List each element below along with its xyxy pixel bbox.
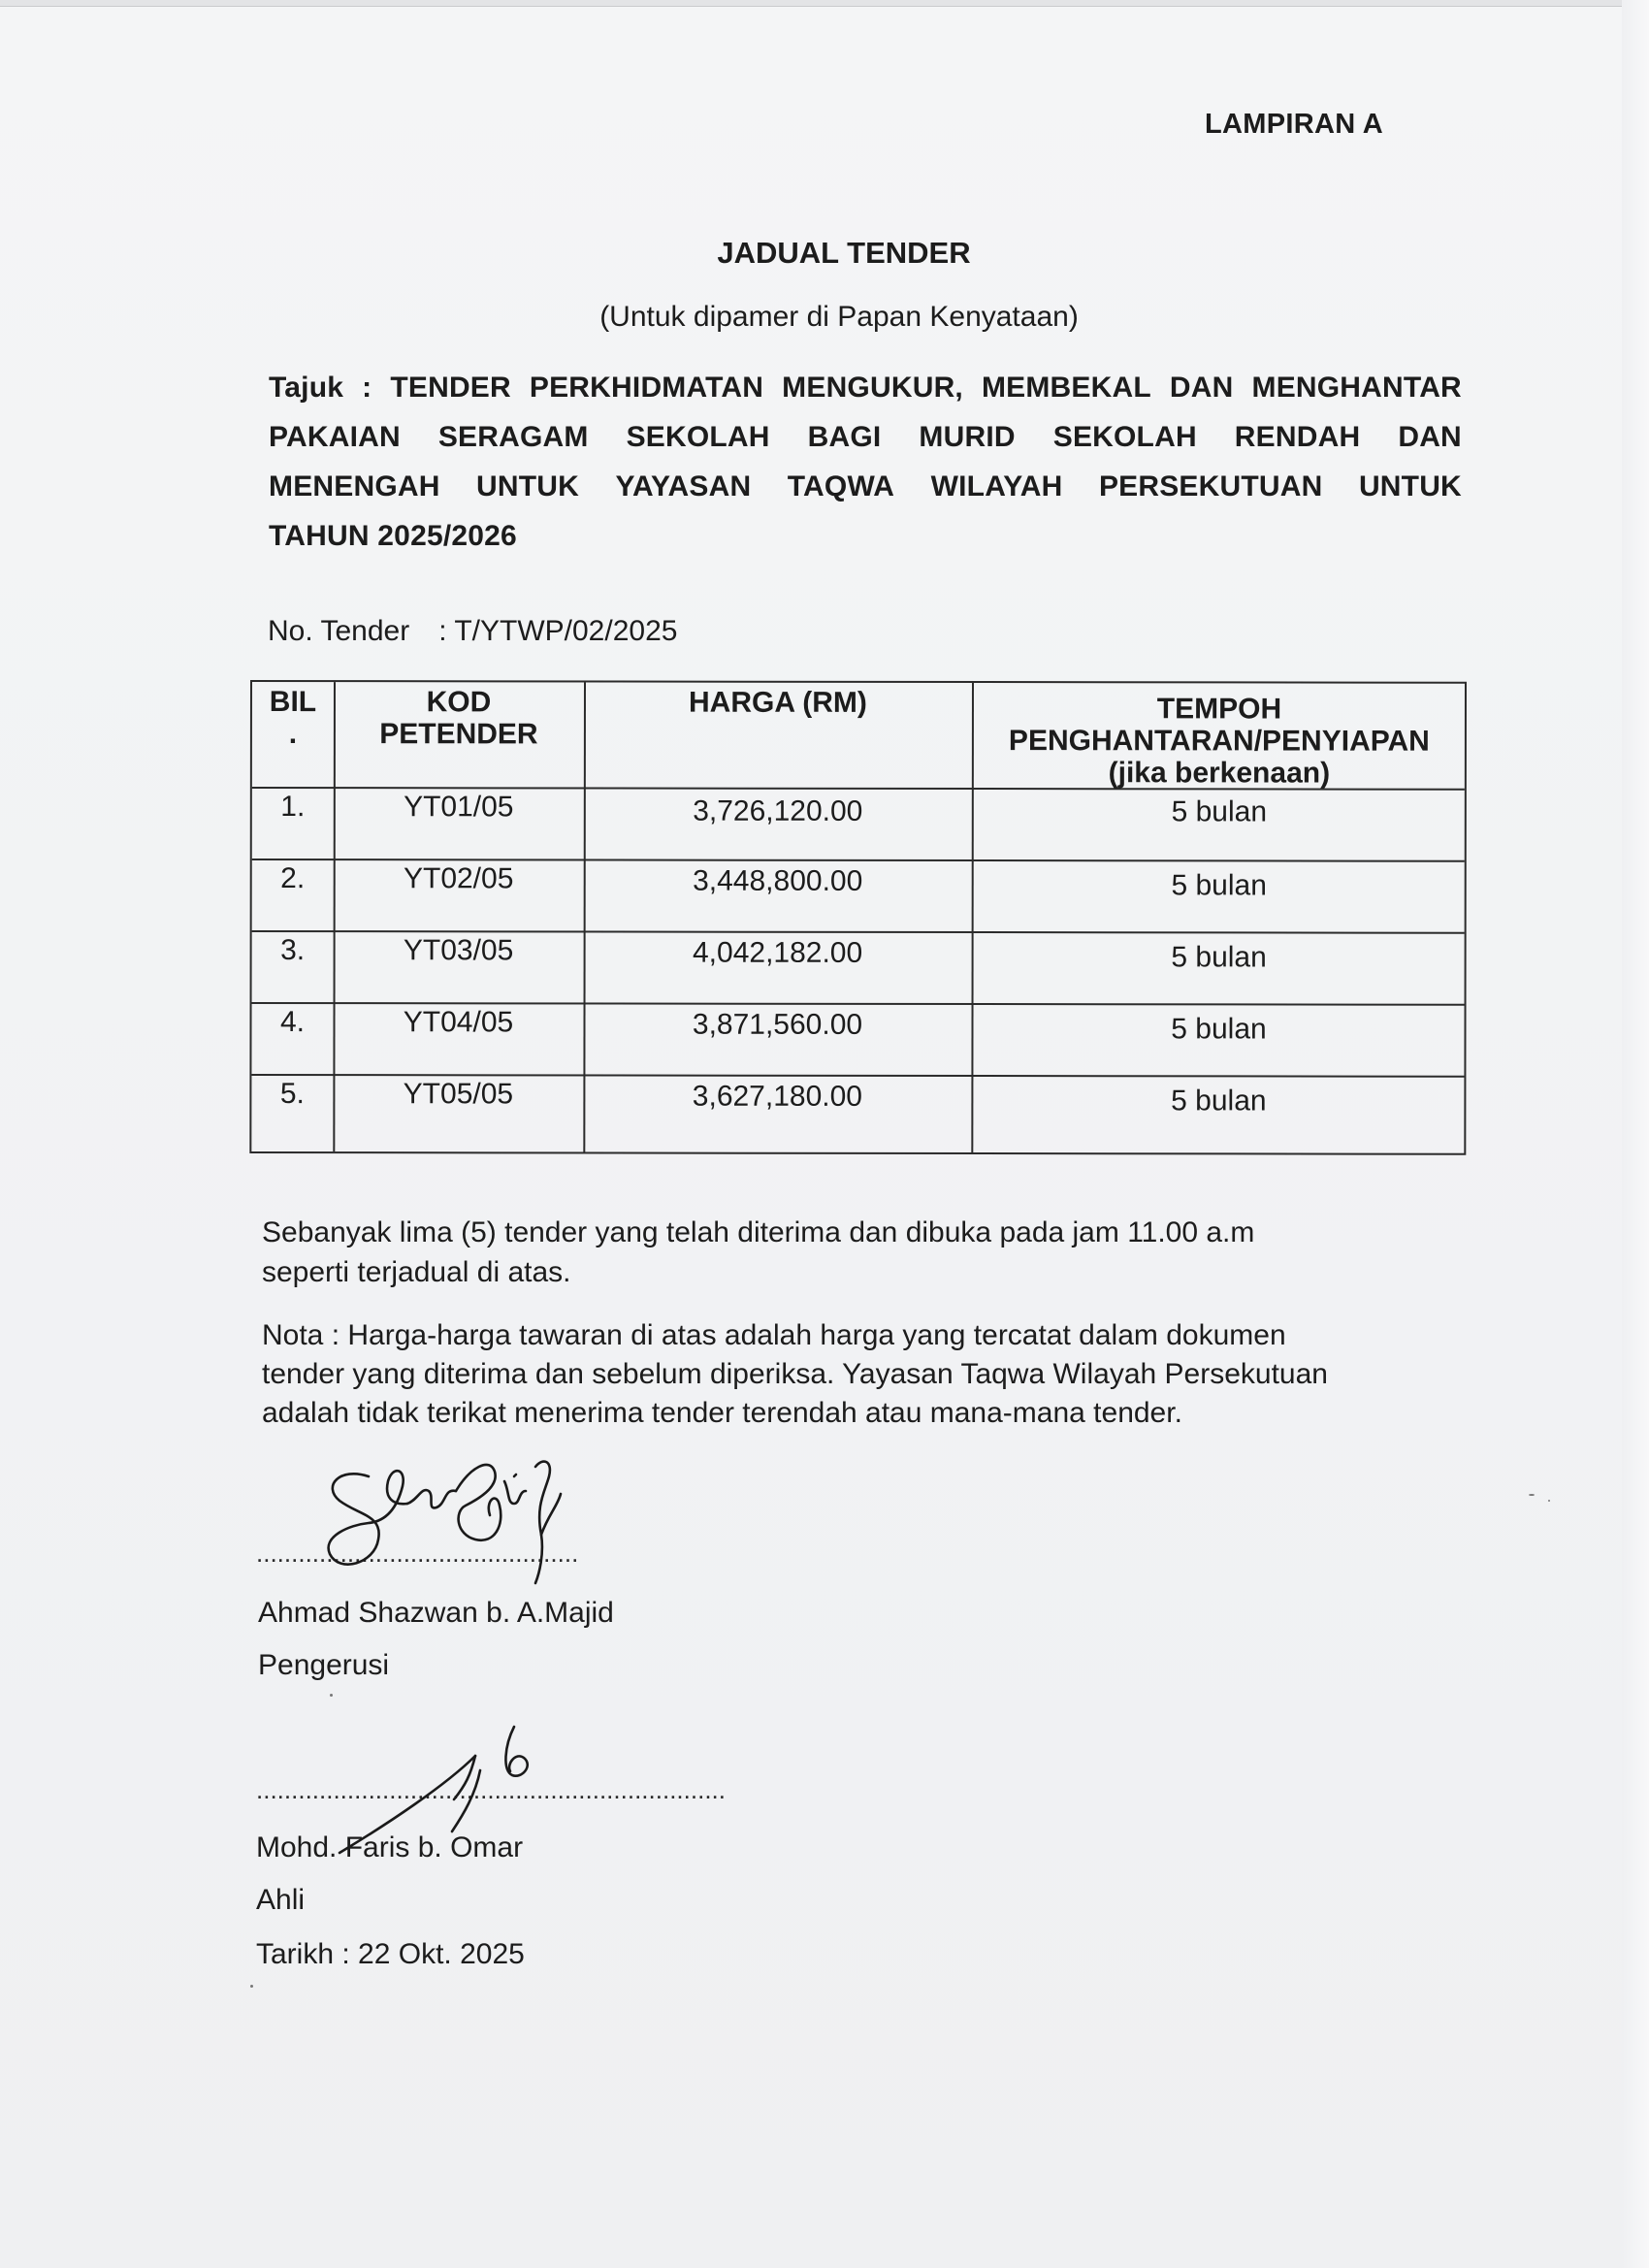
- member-name: Mohd. Faris b. Omar: [256, 1831, 524, 1863]
- header-tempoh-line-2: PENGHANTARAN/PENYIAPAN: [1008, 725, 1430, 758]
- subject-word: Tajuk: [269, 372, 344, 404]
- row-2-kod: YT02/05: [403, 862, 514, 895]
- subject-word: SEKOLAH: [1052, 421, 1197, 453]
- row-5-bil: 5.: [279, 1078, 305, 1111]
- page-top-edge: [0, 0, 1649, 7]
- row-4-bil: 4.: [279, 1006, 306, 1039]
- row-3-bil: 3.: [280, 934, 306, 967]
- tender-subject: [269, 363, 1462, 561]
- header-bil: [252, 686, 334, 750]
- subject-word: :: [362, 372, 372, 404]
- subject-word: TENDER: [390, 372, 511, 404]
- subject-word: MURID: [919, 421, 1016, 453]
- paper-speck: [1529, 1494, 1535, 1496]
- appendix-label: LAMPIRAN A: [1205, 109, 1383, 140]
- page-right-edge: [1622, 0, 1649, 2268]
- row-1-kod: YT01/05: [404, 791, 514, 824]
- tender-number-label: No. Tender: [268, 615, 410, 647]
- table-row-divider: [251, 1074, 1464, 1078]
- subject-word: MENGHANTAR: [1251, 372, 1462, 404]
- subject-word: PERKHIDMATAN: [529, 372, 764, 404]
- row-1-bil: 1.: [280, 791, 306, 824]
- subject-word: PAKAIAN: [269, 421, 401, 453]
- row-5-harga: 3,627,180.00: [692, 1080, 863, 1113]
- note-line-2: tender yang diterima dan sebelum diperiksa. Yayasan Taqwa Wilayah Persekutuan: [262, 1358, 1328, 1390]
- header-tempoh-line-3: (jika berkenaan): [1108, 757, 1331, 790]
- tender-number: [268, 615, 677, 648]
- subject-word: UNTUK: [1358, 470, 1462, 502]
- header-tempoh-line-1: TEMPOH: [1156, 693, 1282, 726]
- subject-word: WILAYAH: [930, 470, 1063, 502]
- tender-number-value: : T/YTWP/02/2025: [438, 615, 678, 647]
- header-kod-petender: [334, 686, 584, 750]
- note-paragraph: [262, 1316, 1426, 1433]
- paper-speck: [1548, 1500, 1550, 1502]
- subject-word: MENENGAH: [269, 470, 440, 502]
- subject-word: TAQWA: [787, 470, 895, 502]
- row-2-tempoh: 5 bulan: [1171, 869, 1267, 902]
- paper-speck: [330, 1694, 333, 1697]
- subject-word: YAYASAN: [615, 470, 752, 502]
- subject-word: DAN: [1169, 372, 1234, 404]
- subject-word: PERSEKUTUAN: [1098, 470, 1323, 502]
- summary-line-1: Sebanyak lima (5) tender yang telah diterima dan dibuka pada jam 11.00 a.m: [262, 1216, 1255, 1248]
- chair-name: Ahmad Shazwan b. A.Majid: [258, 1597, 614, 1629]
- header-harga: [584, 686, 972, 719]
- table-row-divider: [252, 930, 1465, 934]
- row-3-tempoh: 5 bulan: [1171, 941, 1267, 974]
- row-4-kod: YT04/05: [403, 1006, 514, 1039]
- row-1-harga: 3,726,120.00: [693, 794, 863, 827]
- row-2-bil: 2.: [280, 862, 306, 895]
- subject-line-3: [269, 462, 1462, 511]
- subject-word: TAHUN 2025/2026: [269, 520, 517, 552]
- row-3-harga: 4,042,182.00: [692, 936, 863, 969]
- signature-line-chair: ..............................................: [256, 1539, 579, 1568]
- row-1-tempoh: 5 bulan: [1171, 795, 1268, 828]
- paper-speck: [250, 1985, 253, 1988]
- row-4-harga: 3,871,560.00: [692, 1008, 863, 1041]
- subject-line-2: [269, 412, 1462, 462]
- subject-word: MENGUKUR,: [782, 372, 963, 404]
- row-4-tempoh: 5 bulan: [1171, 1013, 1267, 1046]
- chair-role: Pengerusi: [258, 1649, 390, 1681]
- signature-line-member: ...................................................................: [256, 1775, 726, 1804]
- header-tempoh: [972, 693, 1467, 790]
- document-title: JADUAL TENDER: [717, 236, 971, 270]
- subject-word: SEKOLAH: [626, 421, 770, 453]
- note-line-3: adalah tidak terikat menerima tender terendah atau mana-mana tender.: [262, 1397, 1182, 1429]
- chair-signature: [310, 1447, 582, 1593]
- table-row-divider: [252, 1002, 1465, 1006]
- subject-word: BAGI: [807, 421, 882, 453]
- header-bil-text: BIL: [269, 686, 317, 719]
- note-line-1: Nota : Harga-harga tawaran di atas adalah harga yang tercatat dalam dokumen: [262, 1319, 1286, 1351]
- subject-word: UNTUK: [476, 470, 580, 502]
- header-kod-line-1: KOD: [426, 686, 492, 719]
- table-row-divider: [252, 859, 1465, 862]
- document-subtitle: (Untuk dipamer di Papan Kenyataan): [599, 301, 1079, 333]
- row-3-kod: YT03/05: [403, 934, 514, 967]
- row-5-kod: YT05/05: [403, 1078, 514, 1111]
- document-date: Tarikh : 22 Okt. 2025: [256, 1938, 525, 1970]
- subject-word: RENDAH: [1234, 421, 1361, 453]
- header-kod-line-2: PETENDER: [379, 718, 538, 751]
- subject-word: MEMBEKAL: [981, 372, 1151, 404]
- row-2-harga: 3,448,800.00: [693, 864, 863, 897]
- member-role: Ahli: [256, 1884, 306, 1916]
- summary-line-2: seperti terjadual di atas.: [262, 1256, 571, 1288]
- summary-paragraph: [262, 1213, 1426, 1292]
- subject-line-1: [269, 363, 1462, 412]
- row-5-tempoh: 5 bulan: [1171, 1085, 1267, 1118]
- subject-line-4: [269, 511, 1462, 561]
- header-harga-text: HARGA (RM): [689, 686, 867, 719]
- subject-word: DAN: [1398, 421, 1462, 453]
- subject-word: SERAGAM: [437, 421, 589, 453]
- header-bil-dot: .: [288, 718, 298, 751]
- tender-table: [249, 680, 1467, 1155]
